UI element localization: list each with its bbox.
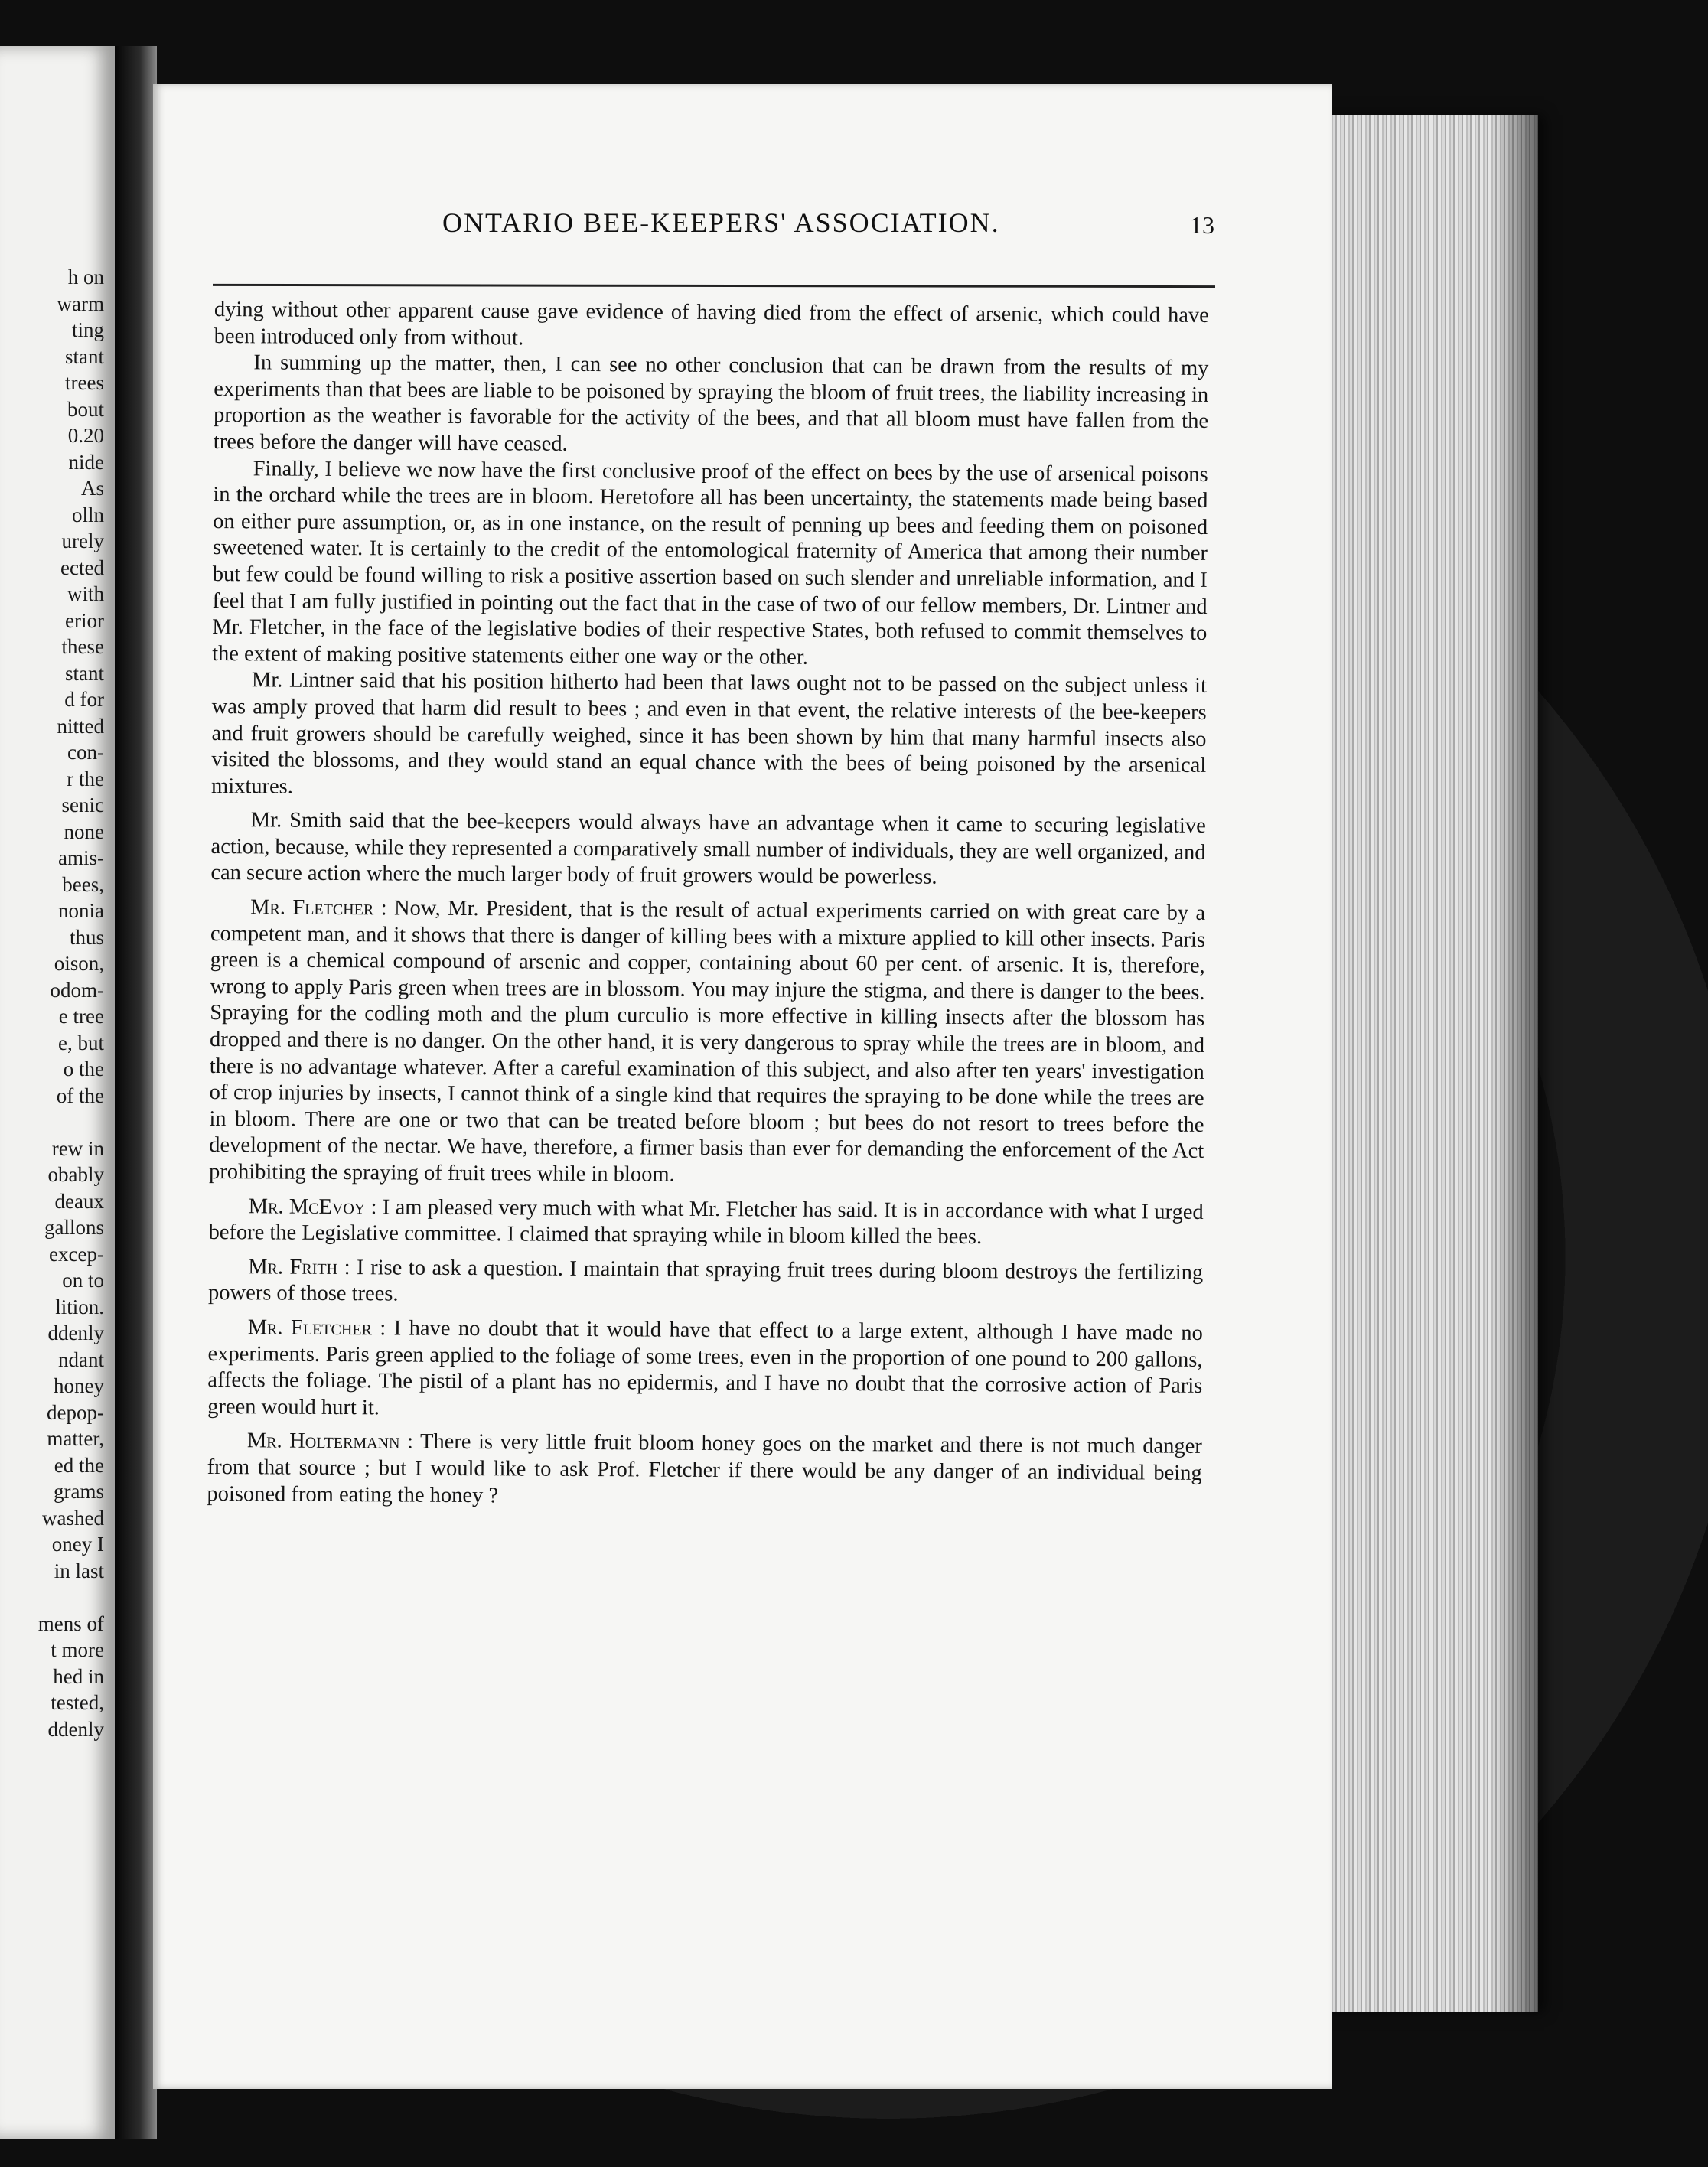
left-page-fragment-line: in last — [54, 1559, 104, 1582]
left-page-text-fragments — [38, 264, 104, 1742]
left-page-fragment-line: warm — [57, 292, 104, 315]
left-page-fragment-line: gallons — [44, 1216, 104, 1239]
speaker-label: Mr. Frith : — [248, 1255, 350, 1279]
left-page-fragment-line: thus — [69, 925, 104, 949]
page-edges — [1316, 115, 1538, 2012]
left-page-fragment-line: odom- — [50, 978, 104, 1002]
left-page-fragment-line: with — [67, 582, 104, 605]
left-page-fragment-line: h on — [67, 266, 104, 288]
paragraph-6: Mr. McEvoy : I am pleased very much with what Mr. Fletcher has said. It is in accordance with what I urged before the Legislative committee. I claimed that spraying while in bloom killed the bees. — [208, 1194, 1204, 1250]
speaker-label: Mr. Fletcher : — [247, 1315, 386, 1341]
left-page-fragment-line: obably — [47, 1163, 104, 1186]
speaker-label: Mr. Fletcher : — [250, 895, 387, 921]
page-header — [153, 207, 1332, 253]
left-page-fragment-line: ddenly — [47, 1321, 104, 1344]
left-page-fragment-line: r the — [67, 767, 104, 790]
left-page-fragment-line: ting — [71, 318, 104, 341]
left-page-fragment-line: d for — [64, 688, 104, 711]
left-page-fragment-line: e, but — [58, 1031, 104, 1054]
left-page-fragment-line: bout — [67, 397, 104, 421]
paragraph-5: Mr. Fletcher : Now, Mr. President, that is the result of actual experiments carried on with great care by a competent man, and it shows that there is danger of killing bees with a mixture applied to kill other insects. Paris green is a chemical compound of arsenic and copper, containing about 60 per cent. of arsenic. It is, therefore, wrong to apply Paris green when trees are in blossom. You may injure the stigma, and there is danger to the bees. Spraying for the codling moth and the plum curculio is more effective in killing insects after the blossom has dropped and there is no danger. On the other hand, it is very dangerous to spray while the trees are in bloom, and there is no advantage whatever. After a careful examination of this subject, and also after ten years' investigation of crop injuries by insects, I cannot think of a single kind that requires the spraying to be done while the trees are in bloom. There are one or two that can be treated before bloom ; but bees do not resort to trees before the development of the nectar. We have, therefore, a firmer basis than ever for demanding the enforcement of the Act prohibiting the spraying of fruit trees while in bloom. — [208, 895, 1206, 1187]
left-page-fragment-line: senic — [61, 793, 104, 816]
left-page-fragment-line: t more — [51, 1638, 104, 1661]
left-page-fragment-line: grams — [54, 1480, 104, 1503]
paragraph-1: In summing up the matter, then, I can see no other conclusion that can be drawn from the results of my experiments than that bees are liable to be poisoned by spraying the bloom of fruit trees, the liability increasing in proportion as the weather is favorable for the activity of the bees, and that all bloom must have fallen from the trees before the danger will have ceased. — [213, 350, 1209, 456]
speaker-label: Mr. McEvoy : — [248, 1194, 377, 1219]
paragraph-2: Finally, I believe we now have the first conclusive proof of the effect on bees by the use of arsenical poisons in the orchard while the trees are in bloom. Heretofore all has been uncertainty, the statements made being based on either pure assumption, or, as in one instance, on the result of penning up bees and feeding them on poisoned sweetened water. It is certainly to the credit of the entomological fraternity of America that among their number but few could be found willing to risk a positive assertion based on such slender and unreliable information, and I feel that I am fully justified in pointing out the fact that in the case of two of our fellow members, Dr. Lintner and Mr. Fletcher, in the face of the legislative bodies of their respective States, both refused to commit themselves to the extent of making positive statements either one way or the other. — [212, 456, 1208, 670]
book-gutter — [115, 46, 157, 2139]
left-page-fragment-line: stant — [65, 344, 104, 368]
paragraph-4: Mr. Smith said that the bee-keepers would always have an advantage when it came to securing legislative action, because, while they represented a comparatively small number of individuals, they are well organized, and can secure action where the much larger body of fruit growers would be powerless. — [210, 808, 1206, 890]
left-page-fragment-line: honey — [54, 1374, 104, 1397]
left-page-fragment-line — [38, 1584, 104, 1611]
left-page-fragment-line: As — [80, 477, 104, 500]
body-text — [207, 297, 1209, 1514]
left-page-fragment-line: amis- — [58, 846, 104, 869]
paragraph-8: Mr. Fletcher : I have no doubt that it would have that effect to a large extent, although I have made no experiments. Paris green applied to the foliage of some trees, even in the proportion of one pound to 200 gallons, affects the foliage. The pistil of a plant has no epidermis, and I have no doubt that the corrosive action of Paris green would hurt it. — [207, 1315, 1203, 1420]
paragraph-0: dying without other apparent cause gave evidence of having died from the effect of arsenic, which could have been introduced only from without. — [214, 297, 1209, 350]
left-page-fragment-line: con- — [67, 741, 104, 764]
left-page-fragment-line: excep- — [49, 1242, 104, 1266]
left-page-fragment-line: mens of — [37, 1611, 104, 1635]
left-page-fragment-line: trees — [65, 371, 104, 394]
left-page-fragment-line: none — [64, 820, 104, 843]
left-page-fragment-line: e tree — [58, 1005, 104, 1028]
left-page-fragment-line: nonia — [58, 899, 104, 922]
left-page-fragment-line: ected — [60, 556, 104, 579]
main-page — [153, 84, 1332, 2089]
paragraph-3: Mr. Lintner said that his position hitherto had been that laws ought not to be passed on the subject unless it was amply proved that harm did result to bees ; and even in that event, the relative interests of the bee-keepers and fruit growers should be carefully weighed, since it has been shown by him that many harmful insects also visited the blossoms, and they would stand an equal chance with the bees of being poisoned by the arsenical mixtures. — [211, 668, 1208, 799]
left-page-fragment-line: ndant — [58, 1347, 104, 1371]
left-page-fragment-line: ddenly — [47, 1717, 104, 1741]
left-page-fragment-line: oney I — [51, 1533, 104, 1556]
left-page-fragment-line: 0.20 — [67, 424, 104, 447]
left-page-fragment-line: o the — [63, 1057, 104, 1080]
left-page-fragment-line: hed in — [53, 1664, 104, 1688]
left-page-fragment-line: nitted — [57, 714, 104, 738]
left-page-fragment-line: these — [61, 635, 104, 658]
speaker-label: Mr. Holtermann : — [246, 1429, 414, 1454]
paragraph-9: Mr. Holtermann : There is very little fruit bloom honey goes on the market and there is not much danger from that source ; but I would like to ask Prof. Fletcher if there would be any danger of an individual being poisoned from eating the honey ? — [207, 1429, 1202, 1507]
left-page-fragment-line: matter, — [47, 1427, 104, 1450]
left-page-fragment-line: lition. — [55, 1295, 104, 1318]
left-page-fragment-line: erior — [65, 608, 104, 632]
header-rule — [213, 284, 1215, 288]
left-page-fragment-line: oison, — [54, 952, 104, 975]
left-page-fragment-line: washed — [42, 1506, 104, 1530]
left-page-fragment-line: urely — [61, 530, 104, 552]
left-page-fragment-line: rew in — [51, 1136, 104, 1160]
left-page-fragment-line: bees, — [62, 872, 104, 896]
left-page-fragment — [0, 46, 115, 2139]
left-page-fragment-line: olln — [71, 503, 104, 526]
paragraph-7: Mr. Frith : I rise to ask a question. I maintain that spraying fruit trees during bloom destroys the fertilizing powers of those trees. — [207, 1255, 1204, 1306]
left-page-fragment-line: deaux — [54, 1189, 104, 1213]
left-page-fragment-line: on to — [62, 1269, 104, 1292]
running-title: ONTARIO BEE-KEEPERS' ASSOCIATION. — [442, 207, 1000, 238]
left-page-fragment-line — [38, 1109, 104, 1136]
left-page-fragment-line: tested, — [51, 1691, 104, 1714]
left-page-fragment-line: nide — [68, 450, 104, 474]
left-page-fragment-line: ed the — [54, 1453, 104, 1477]
left-page-fragment-line: of the — [56, 1084, 104, 1107]
left-page-fragment-line: stant — [65, 661, 104, 685]
left-page-fragment-line: depop- — [47, 1400, 104, 1424]
page-number: 13 — [1190, 211, 1214, 239]
